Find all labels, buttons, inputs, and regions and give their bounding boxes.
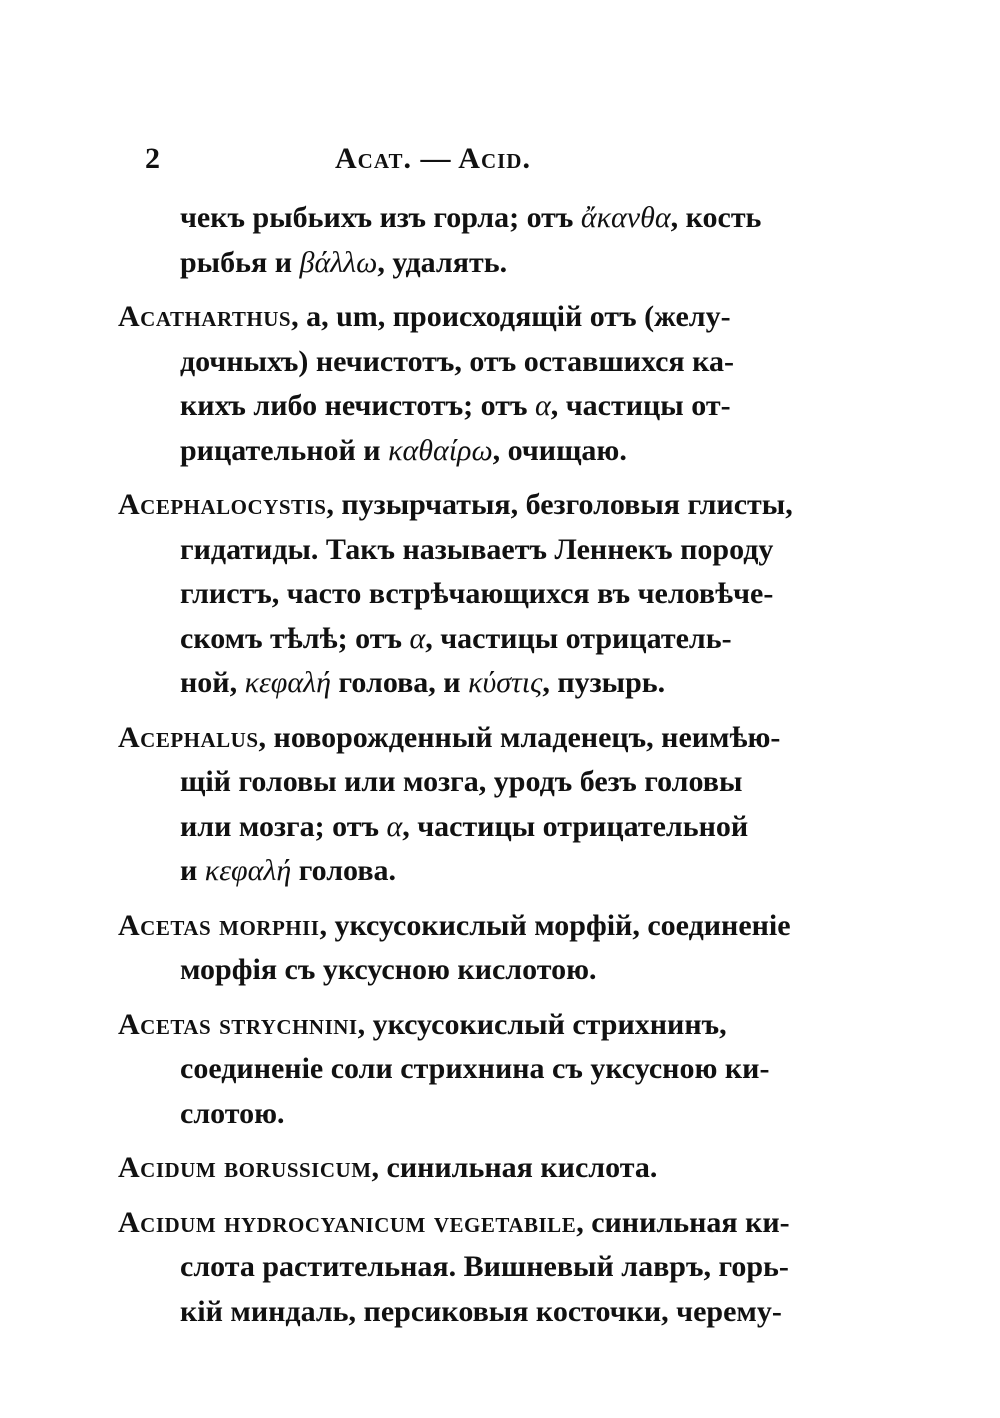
entry-text: глистъ, часто встрѣчающихся въ человѣче- bbox=[180, 577, 774, 610]
dictionary-entry bbox=[118, 904, 883, 993]
entry-line bbox=[118, 1146, 883, 1191]
entry-text: , частицы отрицатель- bbox=[425, 621, 732, 655]
page-number: 2 bbox=[145, 142, 160, 175]
entry-text: рицательной и bbox=[180, 433, 389, 467]
entry-text: рыбья и bbox=[180, 245, 300, 279]
entry-line bbox=[118, 429, 883, 474]
entry-text: , синильная кислота. bbox=[371, 1151, 658, 1184]
entry-line bbox=[118, 1290, 883, 1335]
headword: Acidum hydrocyanicum vegetabile bbox=[118, 1205, 577, 1239]
dictionary-entry bbox=[118, 1201, 883, 1335]
entry-text: слота растительная. Вишневый лавръ, горь- bbox=[180, 1250, 789, 1283]
entry-line bbox=[118, 904, 883, 949]
greek-term: καθαίρω bbox=[388, 433, 493, 467]
page-header bbox=[145, 142, 885, 182]
entry-line bbox=[118, 1245, 883, 1290]
entry-text: щій головы или мозга, уродъ безъ головы bbox=[180, 765, 743, 798]
entry-text: дочныхъ) нечистотъ, отъ оставшихся ка- bbox=[180, 344, 734, 378]
entry-text: , a, um, происходящій отъ (желу- bbox=[291, 300, 731, 333]
entry-text: , пузырчатыя, безголовыя глисты, bbox=[326, 488, 793, 521]
entry-line bbox=[118, 1047, 883, 1092]
dictionary-entry bbox=[118, 196, 883, 285]
headword: Acetas strychnini bbox=[118, 1007, 358, 1041]
greek-term: βάλλω bbox=[299, 245, 378, 279]
entry-text: голова, и bbox=[331, 666, 469, 699]
entry-text: , частицы от- bbox=[550, 389, 731, 422]
headword: Acetas morphii bbox=[118, 908, 320, 942]
entry-line bbox=[118, 617, 883, 662]
entry-text: , синильная ки- bbox=[576, 1205, 790, 1239]
entry-text: и bbox=[180, 854, 205, 887]
entry-text: , уксусокислый морфій, соединеніе bbox=[319, 908, 791, 942]
entry-line bbox=[118, 384, 883, 429]
entry-text: ной, bbox=[180, 666, 245, 699]
entry-line bbox=[118, 805, 883, 850]
entry-text: морфія съ уксусною кислотою. bbox=[180, 953, 597, 986]
entry-line bbox=[118, 528, 883, 573]
entry-text: , уксусокислый стрихнинъ, bbox=[357, 1007, 727, 1041]
headword: Acephalocystis bbox=[118, 488, 327, 521]
entry-line bbox=[118, 572, 883, 617]
entry-line bbox=[118, 760, 883, 805]
entry-text: , очищаю. bbox=[492, 433, 627, 467]
entry-line bbox=[118, 340, 883, 385]
entry-text: чекъ рыбьихъ изъ горла; отъ bbox=[180, 201, 581, 234]
entry-text: голова. bbox=[291, 854, 397, 887]
entry-text: слотою. bbox=[180, 1096, 285, 1130]
entry-text: кій миндаль, персиковыя косточки, черему- bbox=[180, 1294, 782, 1328]
dictionary-entry bbox=[118, 483, 883, 706]
entry-text: , новорожденный младенецъ, неимѣю- bbox=[258, 720, 781, 754]
entry-line bbox=[118, 1092, 883, 1137]
headword: Acephalus bbox=[118, 720, 259, 754]
entry-line bbox=[118, 849, 883, 894]
entry-text: , удалять. bbox=[377, 245, 508, 279]
entry-line bbox=[118, 1201, 883, 1246]
greek-term: α bbox=[409, 621, 426, 655]
running-head: Acat. — Acid. bbox=[335, 142, 531, 175]
entry-text: скомъ тѣлѣ; отъ bbox=[180, 621, 410, 655]
greek-term: α bbox=[386, 809, 403, 843]
greek-term: ἄκανθα bbox=[580, 201, 671, 234]
entry-line bbox=[118, 948, 883, 993]
headword: Acatharthus bbox=[118, 300, 292, 333]
entry-line bbox=[118, 661, 883, 706]
entry-text: , частицы отрицательной bbox=[402, 809, 749, 843]
greek-term: κεφαλή bbox=[244, 666, 332, 699]
dictionary-entry bbox=[118, 1146, 883, 1191]
entry-line bbox=[118, 1003, 883, 1048]
entry-line bbox=[118, 295, 883, 340]
entry-line bbox=[118, 241, 883, 286]
dictionary-entries bbox=[118, 196, 883, 1344]
dictionary-entry bbox=[118, 716, 883, 894]
dictionary-entry bbox=[118, 295, 883, 473]
entry-text: кихъ либо нечистотъ; отъ bbox=[180, 389, 536, 422]
entry-line bbox=[118, 483, 883, 528]
entry-text: гидатиды. Такъ называетъ Леннекъ породу bbox=[180, 532, 774, 566]
greek-term: α bbox=[535, 389, 551, 422]
entry-text: соединеніе соли стрихнина съ уксусною ки- bbox=[180, 1052, 770, 1085]
entry-line bbox=[118, 196, 883, 241]
dictionary-entry bbox=[118, 1003, 883, 1137]
greek-term: κύστις bbox=[468, 666, 543, 699]
entry-text: , кость bbox=[670, 201, 762, 234]
headword: Acidum borussicum bbox=[118, 1151, 372, 1184]
entry-text: , пузырь. bbox=[542, 666, 666, 699]
greek-term: κεφαλή bbox=[204, 854, 292, 887]
entry-text: или мозга; отъ bbox=[180, 809, 387, 843]
entry-line bbox=[118, 716, 883, 761]
